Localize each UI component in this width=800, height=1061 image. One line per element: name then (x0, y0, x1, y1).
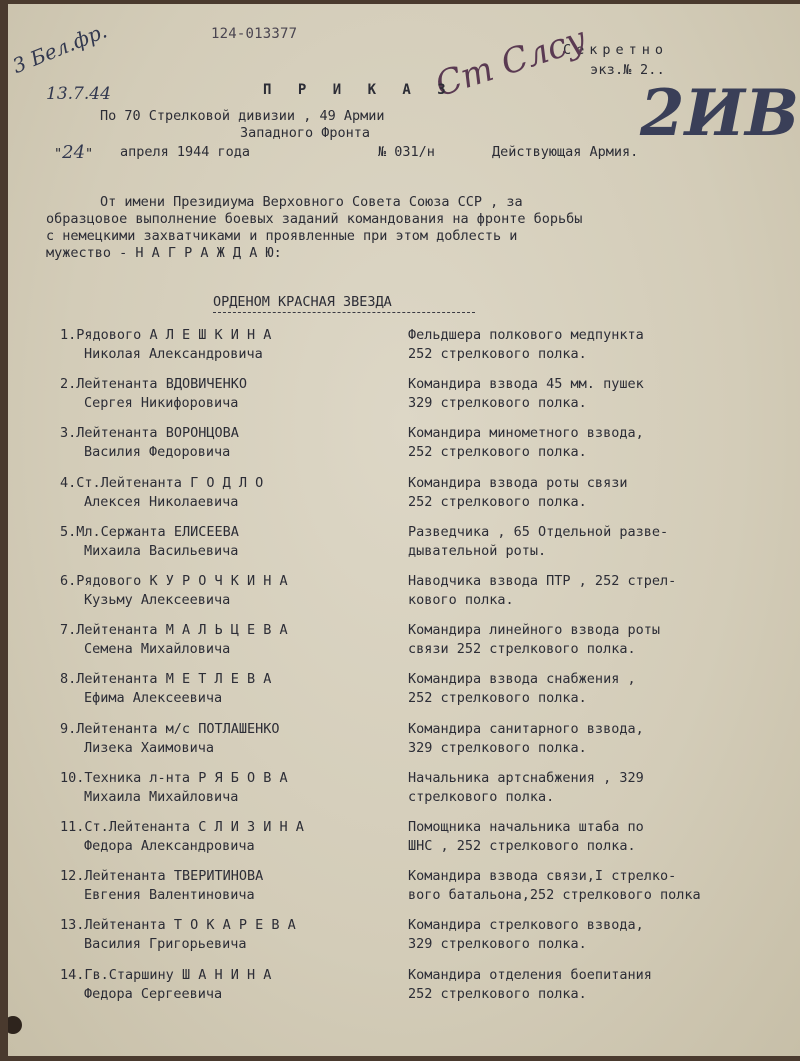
position-line-1: Командира отделения боепитания (408, 967, 652, 983)
awardee-number: 11. (60, 819, 85, 835)
awardee-rank: Ст.Лейтенанта (84, 819, 191, 835)
position-line-2: 252 стрелкового полка. (408, 444, 587, 460)
awardee-name-1 (60, 326, 271, 364)
awardee-name-2 (60, 375, 247, 413)
awardee-surname: Г О Д Л О (190, 475, 264, 491)
awardee-rank: Ст.Лейтенанта (76, 475, 182, 491)
position-line-1: Командира линейного взвода роты (408, 622, 660, 638)
order-number: № 031/н (378, 144, 435, 160)
awardee-surname: К У Р О Ч К И Н А (149, 573, 288, 589)
awardee-given-name: Евгения Валентиновича (84, 887, 255, 903)
awardee-number: 4. (60, 475, 77, 491)
awardee-rank: Рядового (76, 573, 142, 589)
handwritten-front-note: 3 Бел.фр. (9, 18, 111, 78)
awardee-surname: М Е Т Л Е В А (165, 671, 272, 687)
secrecy-label: Секретно (563, 42, 669, 58)
preamble-line-2: образцовое выполнение боевых заданий командования на фронте борьбы (46, 211, 583, 227)
position-line-2: дывательной роты. (408, 543, 547, 559)
awardee-position-7 (408, 621, 660, 659)
awardee-given-name: Василия Григорьевича (84, 936, 247, 952)
awardee-rank: Лейтенанта (76, 671, 158, 687)
archive-number: 124-013377 (211, 26, 298, 42)
awardee-rank: Лейтенанта м/с (76, 721, 191, 737)
awardee-rank: Мл.Сержанта (76, 524, 166, 540)
awardee-rank: Лейтенанта (76, 376, 158, 392)
awardee-rank: Лейтенанта (84, 868, 166, 884)
awardee-position-11 (408, 818, 644, 856)
awardee-rank: Лейтенанта (84, 917, 166, 933)
position-line-2: 252 стрелкового полка. (408, 690, 587, 706)
awardee-name-11 (60, 818, 304, 856)
awardee-surname: ВДОВИЧЕНКО (165, 376, 247, 392)
awardee-given-name: Федора Александровича (84, 838, 255, 854)
position-line-2: кового полка. (408, 592, 514, 608)
awardee-surname: С Л И З И Н А (198, 819, 304, 835)
position-line-1: Командира минометного взвода, (408, 425, 644, 441)
awardee-given-name: Николая Александровича (84, 346, 263, 362)
position-line-1: Наводчика взвода ПТР , 252 стрел- (408, 573, 677, 589)
awardee-name-13 (60, 916, 296, 954)
header-day: "24" (54, 142, 94, 163)
position-line-1: Помощника начальника штаба по (408, 819, 644, 835)
position-line-1: Командира взвода роты связи (408, 475, 628, 491)
position-line-1: Фельдшера полкового медпункта (408, 327, 644, 343)
awardee-rank: Лейтенанта (76, 622, 158, 638)
awardee-given-name: Семена Михайловича (84, 641, 231, 657)
position-line-2: 329 стрелкового полка. (408, 936, 587, 952)
awardee-given-name: Ефима Алексеевича (84, 690, 223, 706)
awardee-given-name: Михаила Васильевича (84, 543, 239, 559)
position-line-2: 329 стрелкового полка. (408, 395, 587, 411)
preamble-line-4: мужество - Н А Г Р А Ж Д А Ю: (46, 245, 282, 261)
awardee-number: 14. (60, 967, 85, 983)
awardee-given-name: Федора Сергеевича (84, 986, 223, 1002)
awardee-name-7 (60, 621, 288, 659)
awardee-surname: А Л Е Ш К И Н А (149, 327, 272, 343)
binding-hole (8, 1016, 22, 1034)
awardee-given-name: Михаила Михайловича (84, 789, 239, 805)
position-line-1: Разведчика , 65 Отдельной разве- (408, 524, 669, 540)
awardee-surname: Ш А Н И Н А (181, 967, 272, 983)
awardee-surname: ПОТЛАШЕНКО (198, 721, 280, 737)
awardee-position-12 (408, 867, 701, 905)
document-page (8, 4, 800, 1056)
awardee-name-9 (60, 720, 279, 758)
handwritten-signature: Ст Слсу (430, 18, 591, 106)
position-line-2: 252 стрелкового полка. (408, 986, 587, 1002)
awardee-name-12 (60, 867, 263, 905)
awardee-name-4 (60, 474, 263, 512)
awardee-name-10 (60, 769, 288, 807)
awardee-position-14 (408, 966, 652, 1004)
awardee-name-6 (60, 572, 288, 610)
awardee-position-5 (408, 523, 668, 561)
copy-number: экз.№ 2.. (590, 62, 665, 78)
document-title: П Р И К А З (263, 82, 455, 98)
awardee-rank: Лейтенанта (76, 425, 158, 441)
position-line-1: Командира взвода снабжения , (408, 671, 636, 687)
awardee-given-name: Сергея Никифоровича (84, 395, 239, 411)
awardee-number: 3. (60, 425, 77, 441)
awardee-number: 6. (60, 573, 77, 589)
awardee-surname: ВОРОНЦОВА (165, 425, 239, 441)
awardee-position-9 (408, 720, 644, 758)
awardee-name-8 (60, 670, 271, 708)
awardee-given-name: Кузьму Алексеевича (84, 592, 231, 608)
awardee-name-5 (60, 523, 239, 561)
heading-underline (213, 312, 475, 313)
handwritten-date: 13.7.44 (46, 84, 111, 104)
position-line-2: 252 стрелкового полка. (408, 494, 587, 510)
position-line-1: Начальника артснабжения , 329 (408, 770, 644, 786)
header-line-division: По 70 Стрелковой дивизии , 49 Армии (100, 108, 385, 124)
position-line-1: Командира взвода 45 мм. пушек (408, 376, 644, 392)
awardee-number: 9. (60, 721, 77, 737)
awardee-position-6 (408, 572, 676, 610)
awardee-number: 2. (60, 376, 77, 392)
awardee-position-13 (408, 916, 644, 954)
awardee-surname: ТВЕРИТИНОВА (173, 868, 264, 884)
position-line-2: вого батальона,252 стрелкового полка (408, 887, 701, 903)
awardee-number: 1. (60, 327, 77, 343)
position-line-1: Командира взвода связи,I стрелко- (408, 868, 677, 884)
header-date: апреля 1944 года (120, 144, 251, 160)
awardee-position-3 (408, 424, 644, 462)
preamble-line-3: с немецкими захватчиками и проявленные при этом доблесть и (46, 228, 518, 244)
order-heading: ОРДЕНОМ КРАСНАЯ ЗВЕЗДА (213, 294, 392, 310)
handwritten-day: 24 (62, 142, 86, 163)
awardee-surname: Р Я Б О В А (198, 770, 288, 786)
header-line-front: Западного Фронта (240, 125, 371, 141)
awardee-name-14 (60, 966, 271, 1004)
awardee-number: 12. (60, 868, 85, 884)
awardee-position-8 (408, 670, 636, 708)
position-line-2: ШНС , 252 стрелкового полка. (408, 838, 636, 854)
position-line-2: 252 стрелкового полка. (408, 346, 587, 362)
handwritten-mark: 2ИВ (640, 76, 800, 151)
preamble-line-1: От имени Президиума Верховного Совета Союза ССР , за (100, 194, 523, 210)
position-line-1: Командира санитарного взвода, (408, 721, 644, 737)
position-line-2: 329 стрелкового полка. (408, 740, 587, 756)
position-line-1: Командира стрелкового взвода, (408, 917, 644, 933)
awardee-given-name: Лизека Хаимовича (84, 740, 215, 756)
awardee-position-10 (408, 769, 644, 807)
awardee-name-3 (60, 424, 239, 462)
awardee-position-2 (408, 375, 644, 413)
awardee-surname: М А Л Ь Ц Е В А (165, 622, 288, 638)
awardee-given-name: Алексея Николаевича (84, 494, 239, 510)
awardee-given-name: Василия Федоровича (84, 444, 231, 460)
awardee-rank: Техника л-нта (84, 770, 191, 786)
position-line-2: связи 252 стрелкового полка. (408, 641, 636, 657)
awardee-position-4 (408, 474, 627, 512)
awardee-surname: Т О К А Р Е В А (173, 917, 296, 933)
position-line-2: стрелкового полка. (408, 789, 555, 805)
awardee-number: 7. (60, 622, 77, 638)
awardee-number: 13. (60, 917, 85, 933)
awardee-number: 5. (60, 524, 77, 540)
header-army: Действующая Армия. (492, 144, 639, 160)
awardee-number: 10. (60, 770, 85, 786)
awardee-rank: Рядового (76, 327, 142, 343)
awardee-number: 8. (60, 671, 77, 687)
awardee-position-1 (408, 326, 644, 364)
awardee-surname: ЕЛИСЕЕВА (173, 524, 239, 540)
awardee-rank: Гв.Старшину (84, 967, 174, 983)
